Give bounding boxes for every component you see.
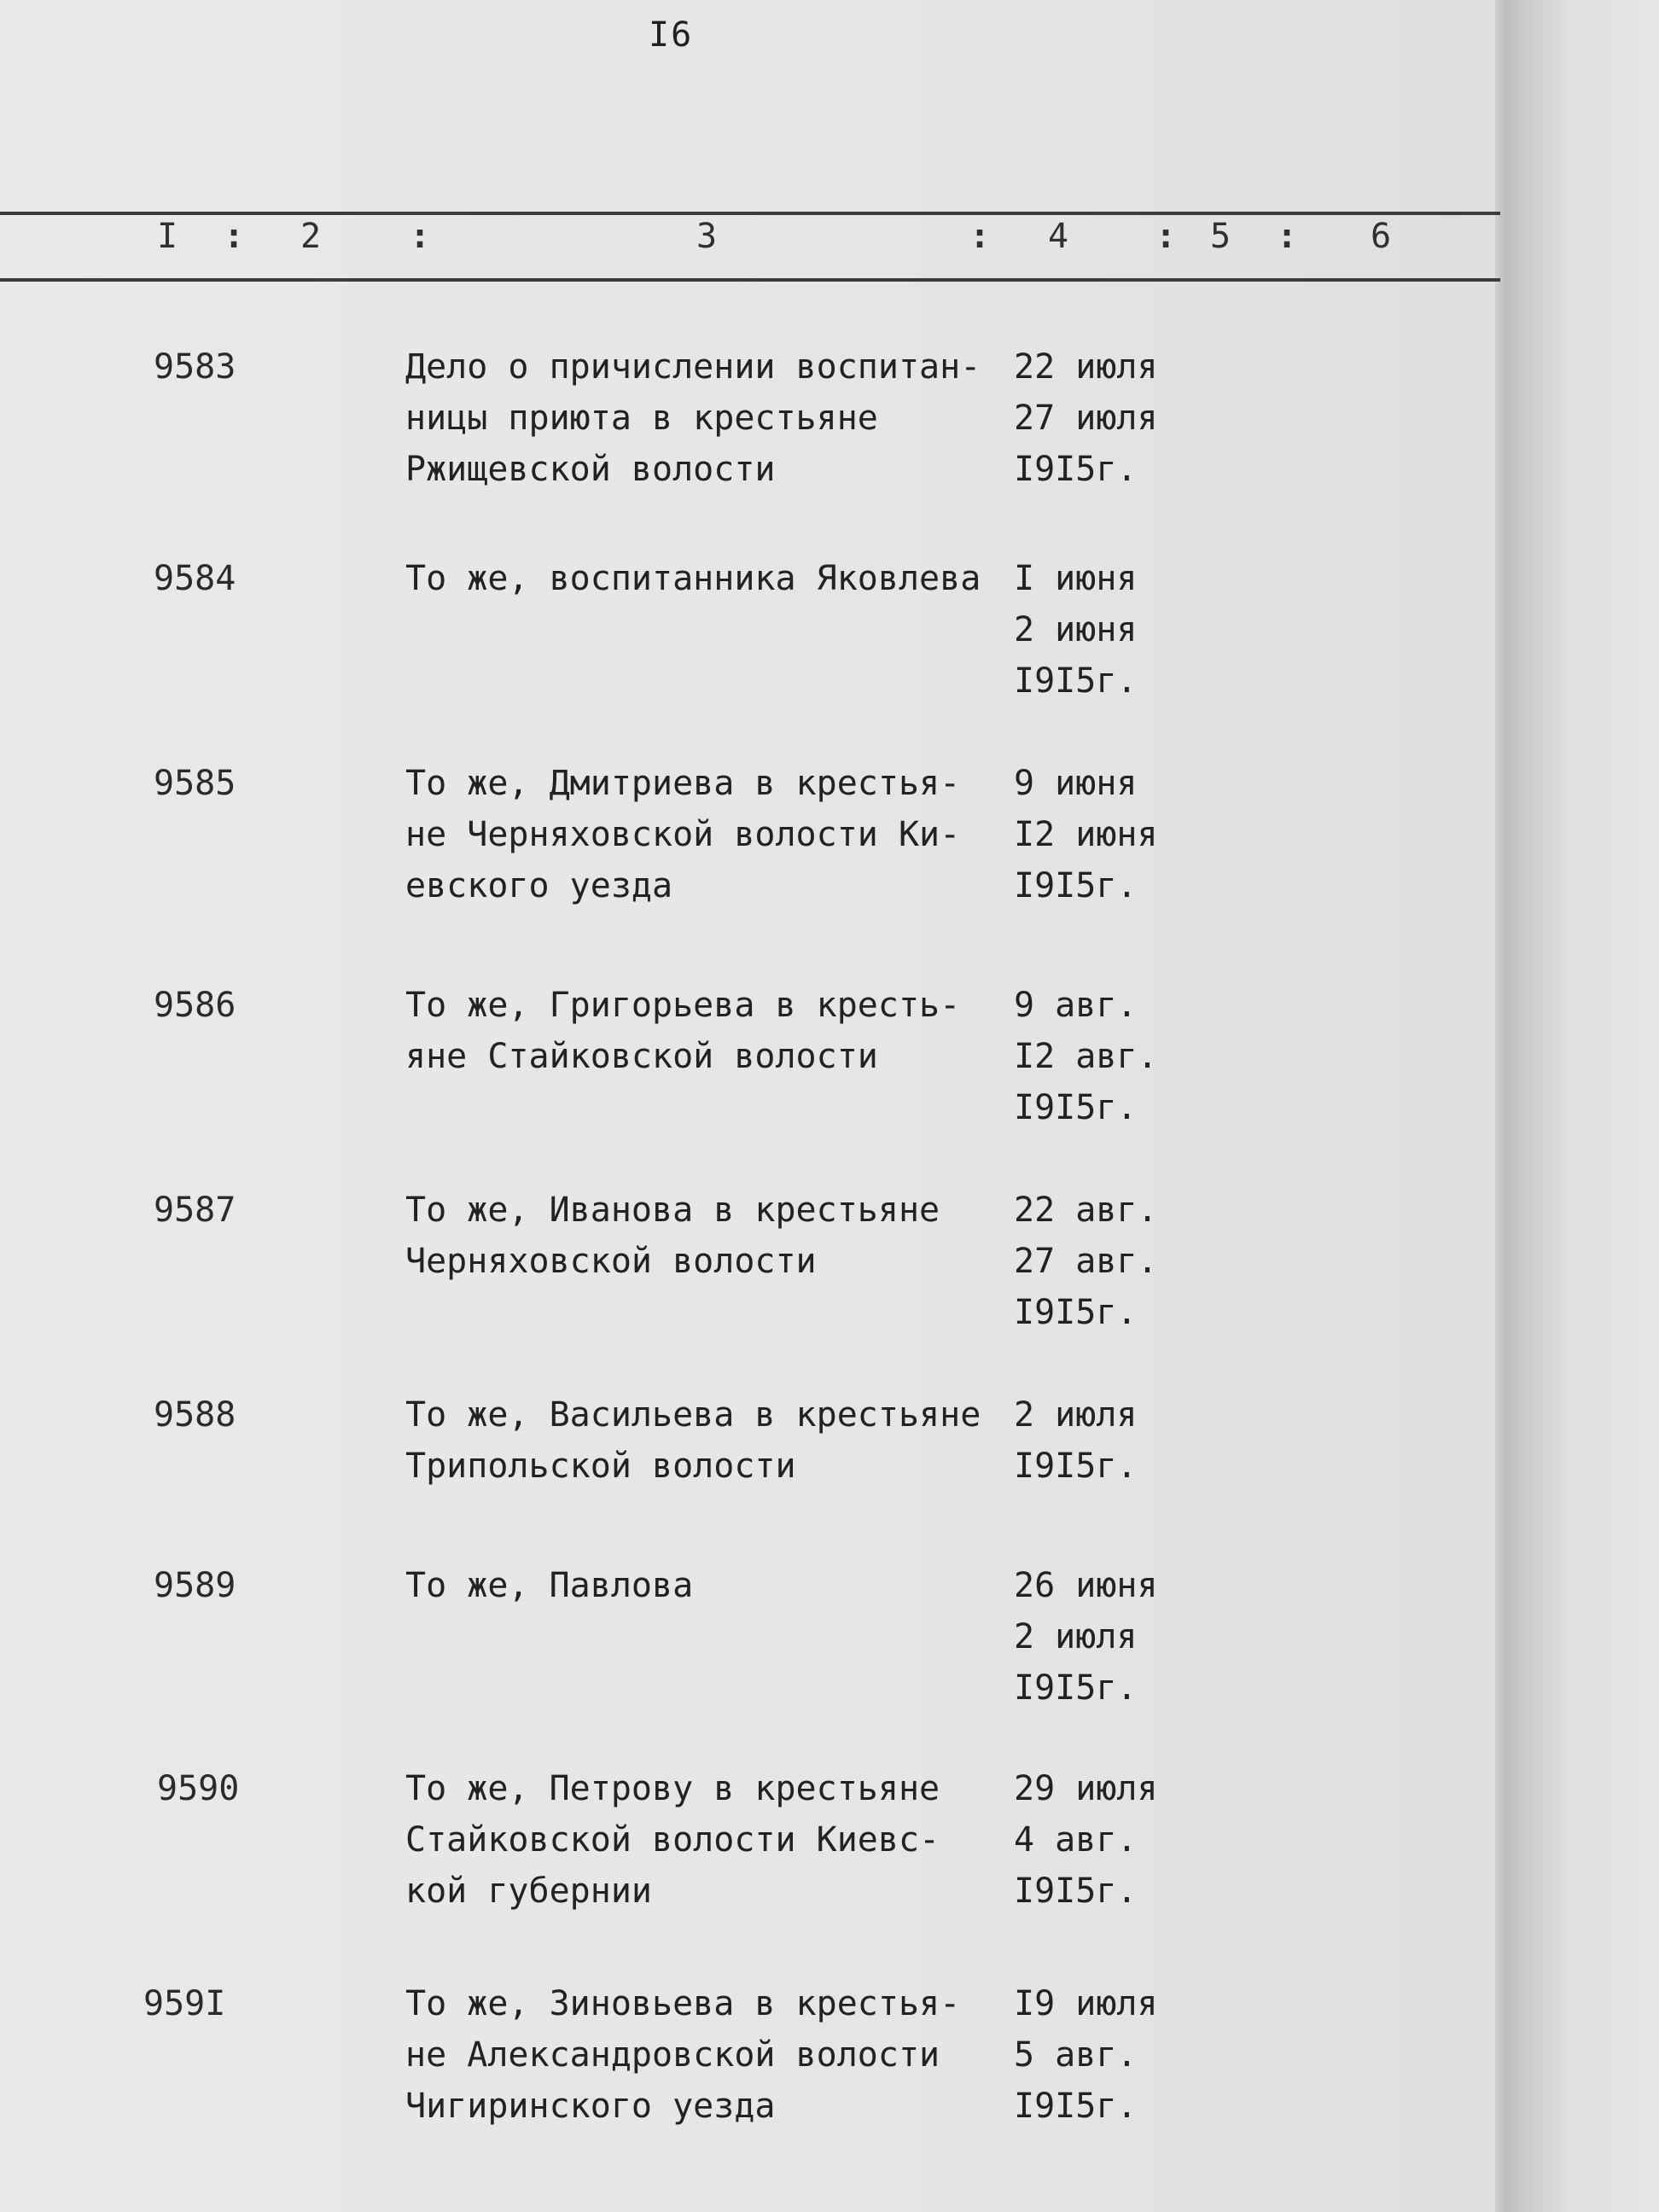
entry-title-line: То же, Зиновьева в крестья- (405, 1984, 961, 2023)
column-separator: : (224, 217, 245, 256)
entry-number: 9583 (154, 347, 236, 387)
entry-title-line: Трипольской волости (405, 1447, 796, 1486)
entry-date-line: 5 авг. (1014, 2035, 1138, 2075)
column-header-2: 2 (300, 217, 322, 256)
entry-title-line: То же, Васильева в крестьяне (405, 1395, 981, 1435)
entry-title (405, 1978, 1011, 2132)
entry-date-line: I2 авг. (1014, 1037, 1158, 1076)
entry-title-line: не Черняховской волости Ки- (405, 815, 961, 854)
entry-date-line: I9I5г. (1014, 2087, 1138, 2126)
entry-title-line: Черняховской волости (405, 1242, 817, 1281)
entry-title-line: яне Стайковской волости (405, 1037, 878, 1076)
entry-number: 9588 (154, 1395, 236, 1435)
column-separator: : (410, 217, 431, 256)
entry-date-line: 9 июня (1014, 764, 1138, 803)
entry-title-line: ницы приюта в крестьяне (405, 399, 878, 438)
entry-dates (1014, 1560, 1219, 1714)
entry-date-line: I9I5г. (1014, 450, 1138, 489)
entry-title-line: евского уезда (405, 866, 673, 905)
entry-title-line: кой губернии (405, 1871, 652, 1911)
entry-title-line: То же, воспитанника Яковлева (405, 559, 981, 598)
column-header-1: I (157, 217, 178, 256)
entry-date-line: 2 июля (1014, 1395, 1138, 1435)
entry-date-line: 2 июня (1014, 610, 1138, 649)
column-separator: : (1277, 217, 1298, 256)
entry-date-line: 9 авг. (1014, 986, 1138, 1025)
entry-date-line: 27 авг. (1014, 1242, 1158, 1281)
entry-title (405, 758, 1011, 911)
entry-title (405, 1389, 1011, 1492)
header-rule-top (0, 212, 1500, 215)
entry-date-line: I9I5г. (1014, 661, 1138, 701)
entry-date-line: 22 авг. (1014, 1190, 1158, 1230)
entry-date-line: I июня (1014, 559, 1138, 598)
entry-number: 9585 (154, 764, 236, 803)
entry-dates (1014, 980, 1219, 1133)
column-separator: : (1155, 217, 1177, 256)
entry-title (405, 1560, 1011, 1611)
entry-date-line: 26 июня (1014, 1566, 1158, 1605)
entry-date-line: I2 июня (1014, 815, 1158, 854)
entry-title (405, 341, 1011, 495)
column-separator: : (969, 217, 991, 256)
entry-date-line: 27 июля (1014, 399, 1158, 438)
column-header-6: 6 (1371, 217, 1392, 256)
entry-dates (1014, 1389, 1219, 1492)
entry-number: 9584 (154, 559, 236, 598)
entry-title-line: То же, Петрову в крестьяне (405, 1769, 940, 1808)
page-number: I6 (649, 15, 694, 55)
entry-title-line: То же, Дмитриева в крестья- (405, 764, 961, 803)
entry-date-line: I9I5г. (1014, 1668, 1138, 1708)
entry-dates (1014, 341, 1219, 495)
entry-title-line: Ржищевской волости (405, 450, 776, 489)
entry-date-line: I9I5г. (1014, 1088, 1138, 1127)
entry-date-line: 29 июля (1014, 1769, 1158, 1808)
entry-number: 9586 (154, 986, 236, 1025)
header-rule-bottom (0, 278, 1500, 282)
entry-title-line: Дело о причислении воспитан- (405, 347, 981, 387)
entry-title-line: Чигиринского уезда (405, 2087, 776, 2126)
entry-title-line: не Александровской волости (405, 2035, 940, 2075)
entry-title-line: То же, Григорьева в кресть- (405, 986, 961, 1025)
entry-date-line: 4 авг. (1014, 1820, 1138, 1860)
entry-date-line: I9I5г. (1014, 1447, 1138, 1486)
column-header-4: 4 (1048, 217, 1069, 256)
entry-date-line: 22 июля (1014, 347, 1158, 387)
entry-dates (1014, 553, 1219, 707)
entry-date-line: I9 июля (1014, 1984, 1158, 2023)
entry-title (405, 553, 1011, 604)
column-header-3: 3 (696, 217, 718, 256)
entry-date-line: I9I5г. (1014, 1871, 1138, 1911)
entry-dates (1014, 1763, 1219, 1917)
entry-number: 959I (143, 1984, 226, 2023)
entry-title-line: То же, Павлова (405, 1566, 694, 1605)
entry-date-line: I9I5г. (1014, 866, 1138, 905)
entry-title-line: Стайковской волости Киевс- (405, 1820, 940, 1860)
entry-dates (1014, 1185, 1219, 1338)
backdrop (1521, 0, 1659, 2212)
entry-dates (1014, 758, 1219, 911)
entry-date-line: 2 июля (1014, 1617, 1138, 1656)
entry-title (405, 1763, 1011, 1917)
entry-number: 9587 (154, 1190, 236, 1230)
entry-number: 9589 (154, 1566, 236, 1605)
page-edge (1495, 0, 1521, 2212)
entry-number: 9590 (157, 1769, 240, 1808)
entry-dates (1014, 1978, 1219, 2132)
entry-title (405, 980, 1011, 1082)
entry-date-line: I9I5г. (1014, 1293, 1138, 1332)
column-header-5: 5 (1210, 217, 1231, 256)
entry-title (405, 1185, 1011, 1287)
entry-title-line: То же, Иванова в крестьяне (405, 1190, 940, 1230)
